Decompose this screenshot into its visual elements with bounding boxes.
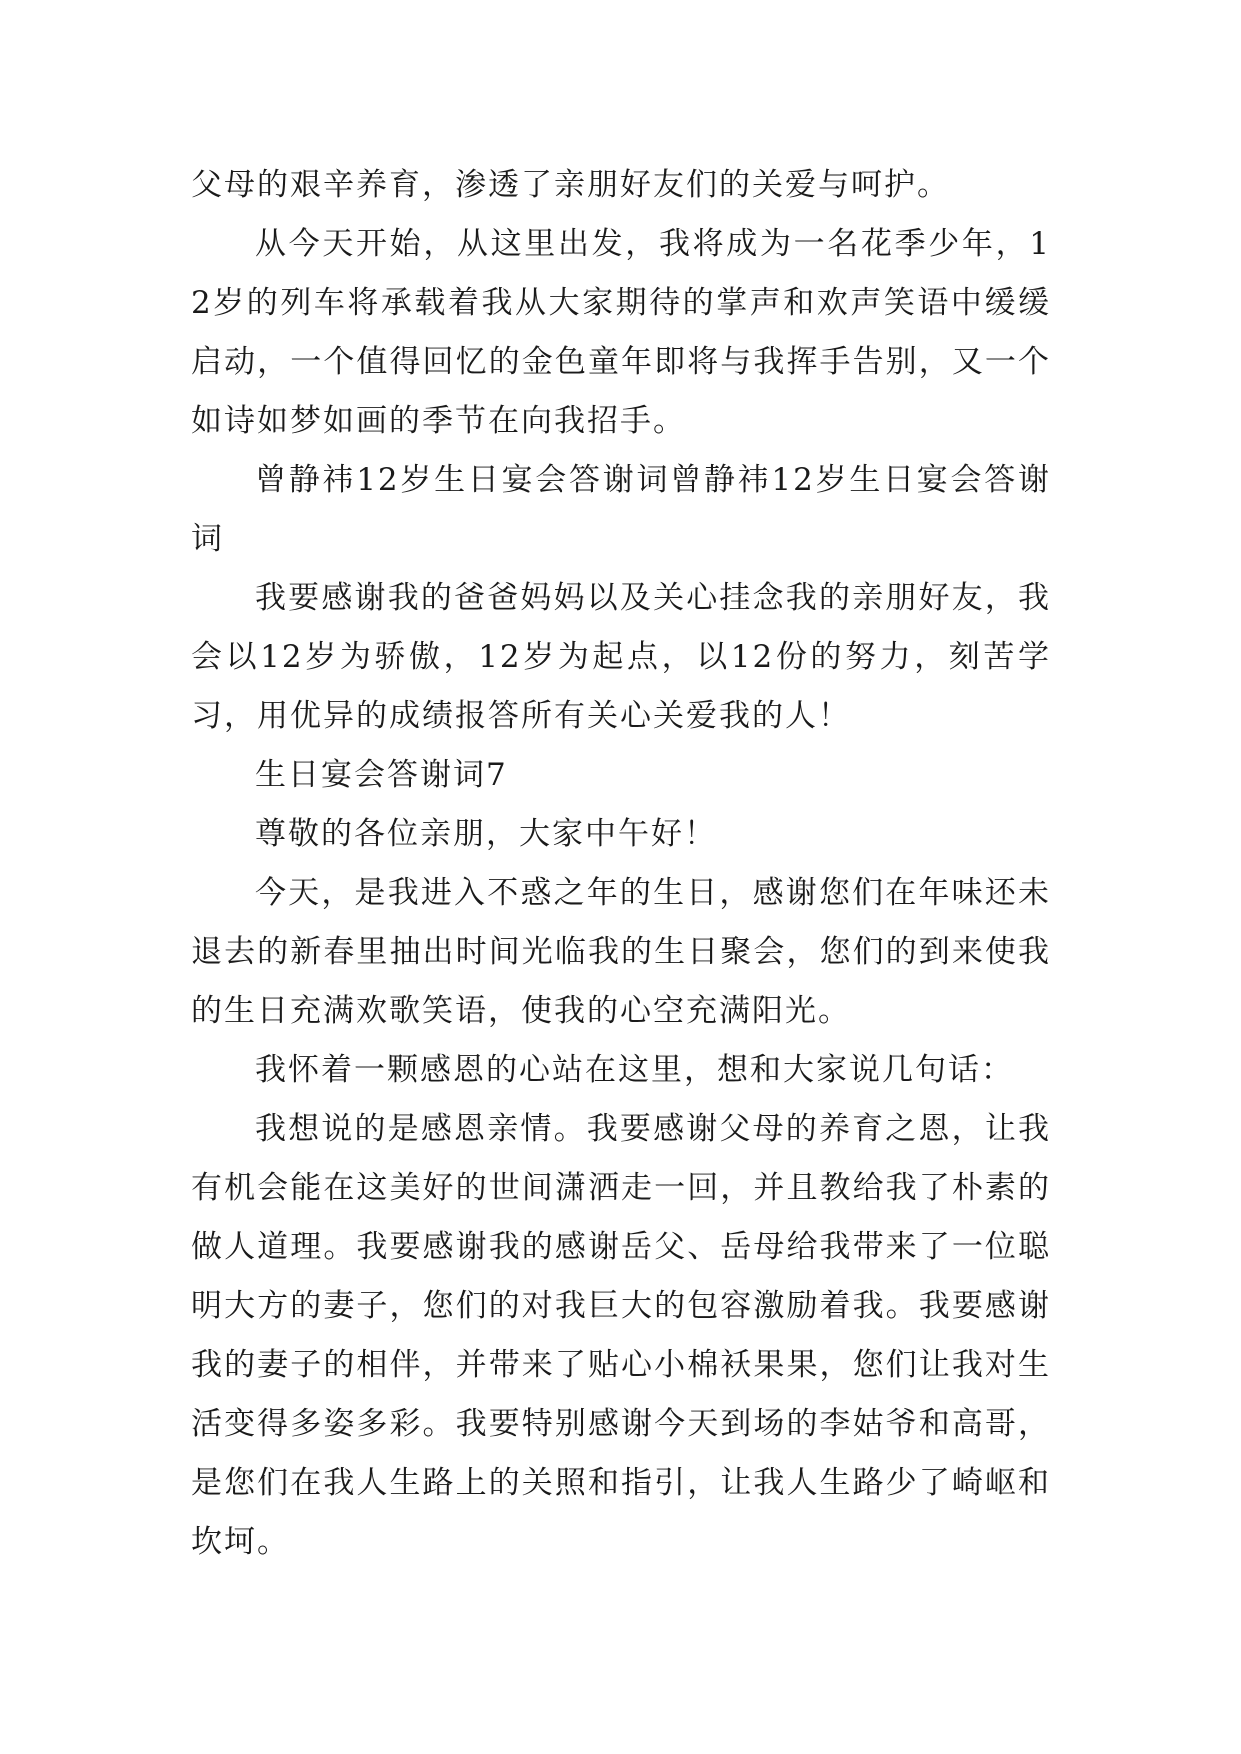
greeting: 尊敬的各位亲朋，大家中午好！ [255,816,717,852]
paragraph-9: 我想说的是感恩亲情。我要感谢父母的养育之恩，让我有机会能在这美好的世间潇洒走一回，并且教给我了朴素的做人道理。我要感谢我的感谢岳父、岳母给我带来了一位聪明大方的妻子，您们的对我巨大的包容激励着我。我要感谢我的妻子的相伴，并带来了贴心小棉袄果果，您们让我对生活变得多姿多彩。我要特别感谢今天到场的李姑爷和高哥，是您们在我人生路上的关照和指引，让我人生路少了崎岖和坎坷。 [191,1111,1051,1560]
paragraph-7: 今天，是我进入不惑之年的生日，感谢您们在年味还未退去的新春里抽出时间光临我的生日聚会，您们的到来使我的生日充满欢歌笑语，使我的心空充满阳光。 [191,875,1051,1029]
paragraph-1: 父母的艰辛养育，渗透了亲朋好友们的关爱与呵护。 [191,167,950,203]
document-body [191,156,1051,1572]
paragraph-8: 我怀着一颗感恩的心站在这里，想和大家说几句话： [255,1052,1014,1088]
paragraph-3: 曾静祎12岁生日宴会答谢词曾静祎12岁生日宴会答谢词 [191,462,1051,557]
paragraph-2: 从今天开始，从这里出发，我将成为一名花季少年，12岁的列车将承载着我从大家期待的掌声和欢声笑语中缓缓启动，一个值得回忆的金色童年即将与我挥手告别，又一个如诗如梦如画的季节在向我招手。 [191,226,1051,439]
paragraph-4: 我要感谢我的爸爸妈妈以及关心挂念我的亲朋好友，我会以12岁为骄傲，12岁为起点，以12份的努力，刻苦学习，用优异的成绩报答所有关心关爱我的人！ [191,580,1051,734]
section-heading: 生日宴会答谢词7 [255,757,508,793]
